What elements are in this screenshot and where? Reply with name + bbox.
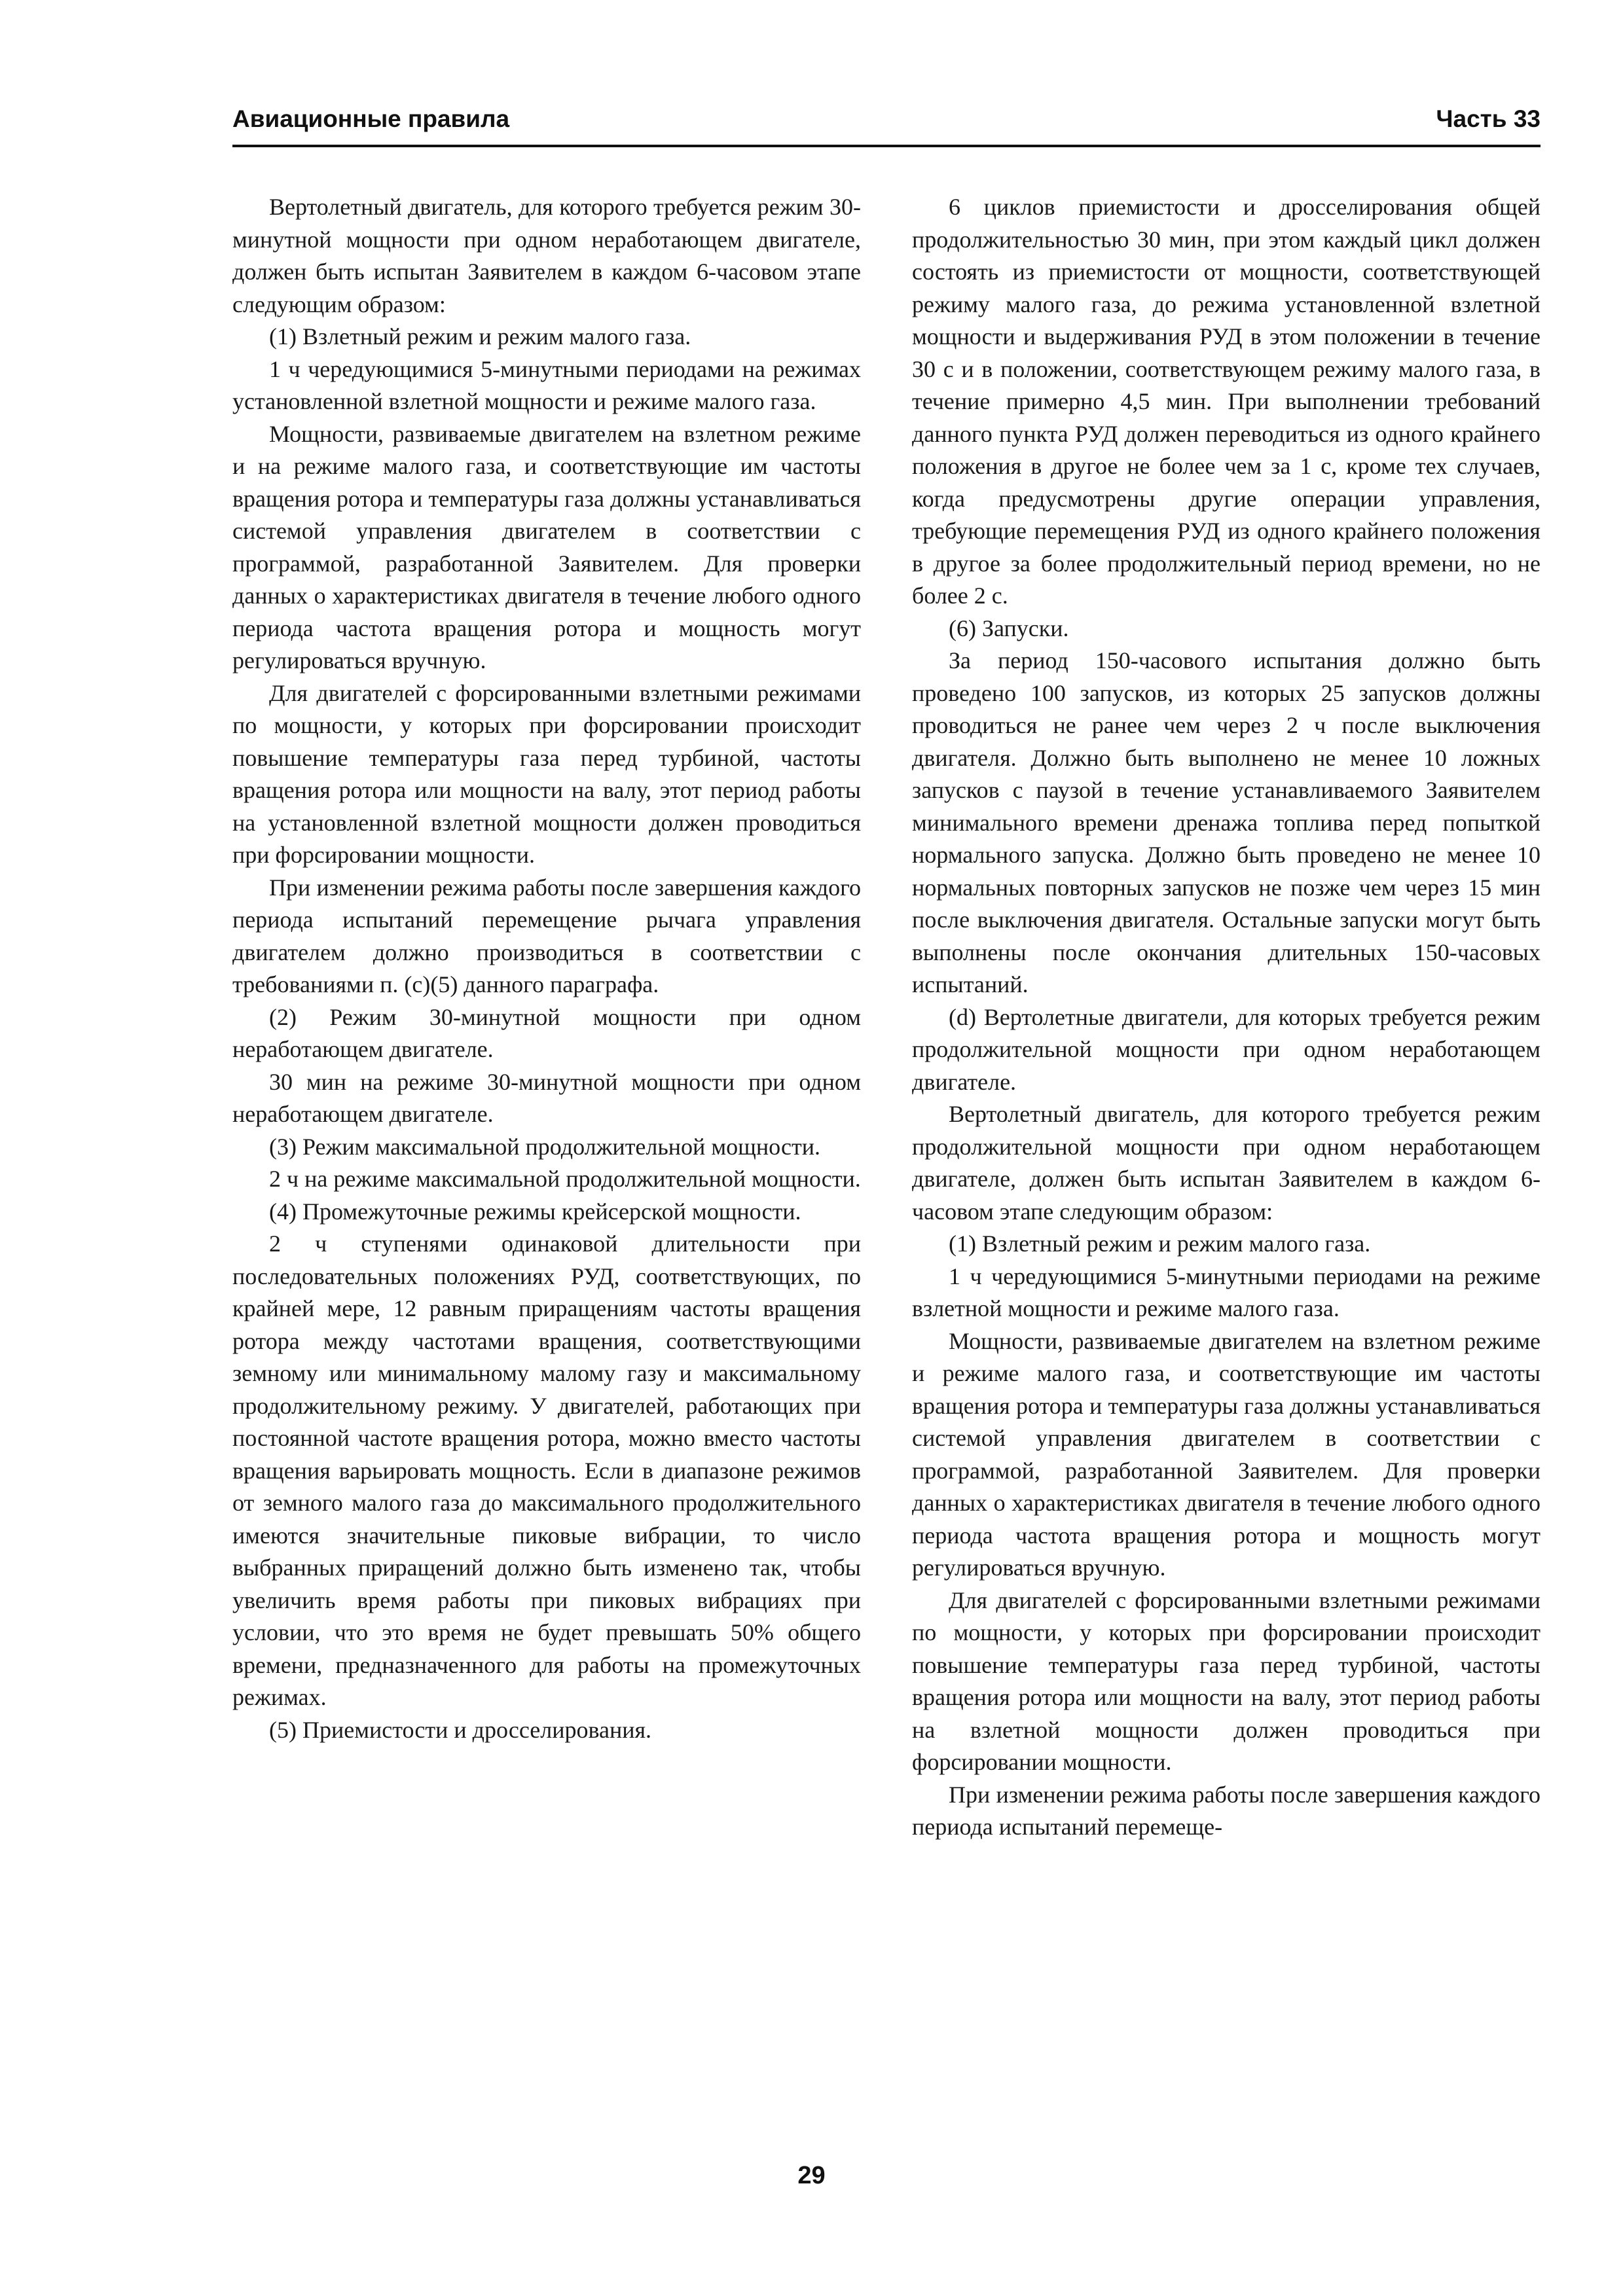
paragraph: Вертолетный двигатель, для которого требуется режим продолжительной мощности при одном неработающем двигателе, должен быть испытан Заявителем в каждом 6-часовом этапе следующим образом:	[912, 1101, 1541, 1225]
header-rule	[232, 145, 1541, 147]
paragraph: (d) Вертолетные двигатели, для которых требуется режим продолжительной мощности при одном неработающем двигателе.	[912, 1003, 1541, 1095]
page-header	[232, 99, 1541, 149]
paragraph: 2 ч ступенями одинаковой длительности при последовательных положениях РУД, соответствующих, по крайней мере, 12 равным приращениям частоты вращения ротора между частотами вращения, соответствующими земному или минимальному малому газу и максимальному продолжительному режиму. У двигателей, работающих при постоянной частоте вращения ротора, можно вместо частоты вращения варьировать мощность. Если в диапазоне режимов от земного малого газа до максимального продолжительного имеются значительные пиковые вибрации, то число выбранных приращений должно быть изменено так, чтобы увеличить время работы при пиковых вибрациях при условии, что это время не будет превышать 50% общего времени, предназначенного для работы на промежуточных режимах.	[232, 1230, 861, 1710]
paragraph: (5) Приемистости и дросселирования.	[269, 1716, 652, 1743]
paragraph: 1 ч чередующимися 5-минутными периодами на режимах установленной взлетной мощности и режиме малого газа.	[232, 355, 861, 414]
paragraph: (3) Режим максимальной продолжительной мощности.	[269, 1133, 820, 1160]
paragraph: Мощности, развиваемые двигателем на взлетном режиме и на режиме малого газа, и соответствующие им частоты вращения ротора и температуры газа должны устанавливаться системой управления двигателем в соответствии с программой, разработанной Заявителем. Для проверки данных о характеристиках двигателя в течение любого одного периода частота вращения ротора и мощность могут регулироваться вручную.	[232, 420, 861, 673]
page-number: 29	[797, 2162, 826, 2189]
paragraph: Вертолетный двигатель, для которого требуется режим 30-минутной мощности при одном неработающем двигателе, должен быть испытан Заявителем в каждом 6-часовом этапе следующим образом:	[232, 194, 861, 317]
paragraph: (1) Взлетный режим и режим малого газа.	[269, 323, 691, 350]
paragraph: (6) Запуски.	[949, 615, 1069, 641]
paragraph: 2 ч на режиме максимальной продолжительной мощности.	[269, 1166, 861, 1192]
part-label: Часть 33	[1436, 105, 1541, 132]
paragraph: (1) Взлетный режим и режим малого газа.	[949, 1230, 1371, 1257]
paragraph: Для двигателей с форсированными взлетными режимами по мощности, у которых при форсировании происходит повышение температуры газа перед турбиной, частоты вращения ротора или мощности на валу, этот период работы на установленной взлетной мощности должен проводиться при форсировании мощности.	[232, 679, 861, 868]
running-title: Авиационные правила	[232, 105, 510, 132]
paragraph: При изменении режима работы после завершения каждого периода испытаний перемещение рычага управления двигателем должно производиться в соответствии с требованиями п. (c)(5) данного параграфа.	[232, 874, 861, 997]
paragraph: При изменении режима работы после завершения каждого периода испытаний перемеще-	[912, 1781, 1541, 1840]
paragraph: Мощности, развиваемые двигателем на взлетном режиме и режиме малого газа, и соответствующие им частоты вращения ротора и температуры газа должны устанавливаться системой управления двигателем в соответствии с программой, разработанной Заявителем. Для проверки данных о характеристиках двигателя в течение любого одного периода частота вращения ротора и мощность могут регулироваться вручную.	[912, 1327, 1541, 1581]
paragraph: (4) Промежуточные режимы крейсерской мощности.	[269, 1198, 801, 1225]
paragraph: 6 циклов приемистости и дросселирования общей продолжительностью 30 мин, при этом каждый цикл должен состоять из приемистости от мощности, соответствующей режиму малого газа, до режима установленной взлетной мощности и выдерживания РУД в этом положении в течение 30 с и в положении, соответствующем режиму малого газа, в течение примерно 4,5 мин. При выполнении требований данного пункта РУД должен переводиться из одного крайнего положения в другое не более чем за 1 с, кроме тех случаев, когда предусмотрены другие операции управления, требующие перемещения РУД из одного крайнего положения в другое за более продолжительный период времени, но не более 2 с.	[912, 194, 1541, 609]
paragraph: 30 мин на режиме 30-минутной мощности при одном неработающем двигателе.	[232, 1068, 861, 1127]
paragraph: (2) Режим 30-минутной мощности при одном неработающем двигателе.	[232, 1003, 861, 1062]
paragraph: 1 ч чередующимися 5-минутными периодами на режиме взлетной мощности и режиме малого газа.	[912, 1263, 1541, 1321]
paragraph: За период 150-часового испытания должно быть проведено 100 запусков, из которых 25 запусков должны проводиться не ранее чем через 2 ч после выключения двигателя. Должно быть выполнено не менее 10 ложных запусков с паузой в течение устанавливаемого Заявителем минимального времени дренажа топлива перед попыткой нормального запуска. Должно быть проведено не менее 10 нормальных повторных запусков не позже чем через 15 мин после выключения двигателя. Остальные запуски могут быть выполнены после окончания длительных 150-часовых испытаний.	[912, 647, 1541, 997]
right-column	[912, 191, 1541, 2142]
left-column	[232, 191, 861, 2142]
paragraph: Для двигателей с форсированными взлетными режимами по мощности, у которых при форсировании происходит повышение температуры газа перед турбиной, частоты вращения ротора или мощности на валу, этот период работы на взлетной мощности должен проводиться при форсировании мощности.	[912, 1587, 1541, 1775]
